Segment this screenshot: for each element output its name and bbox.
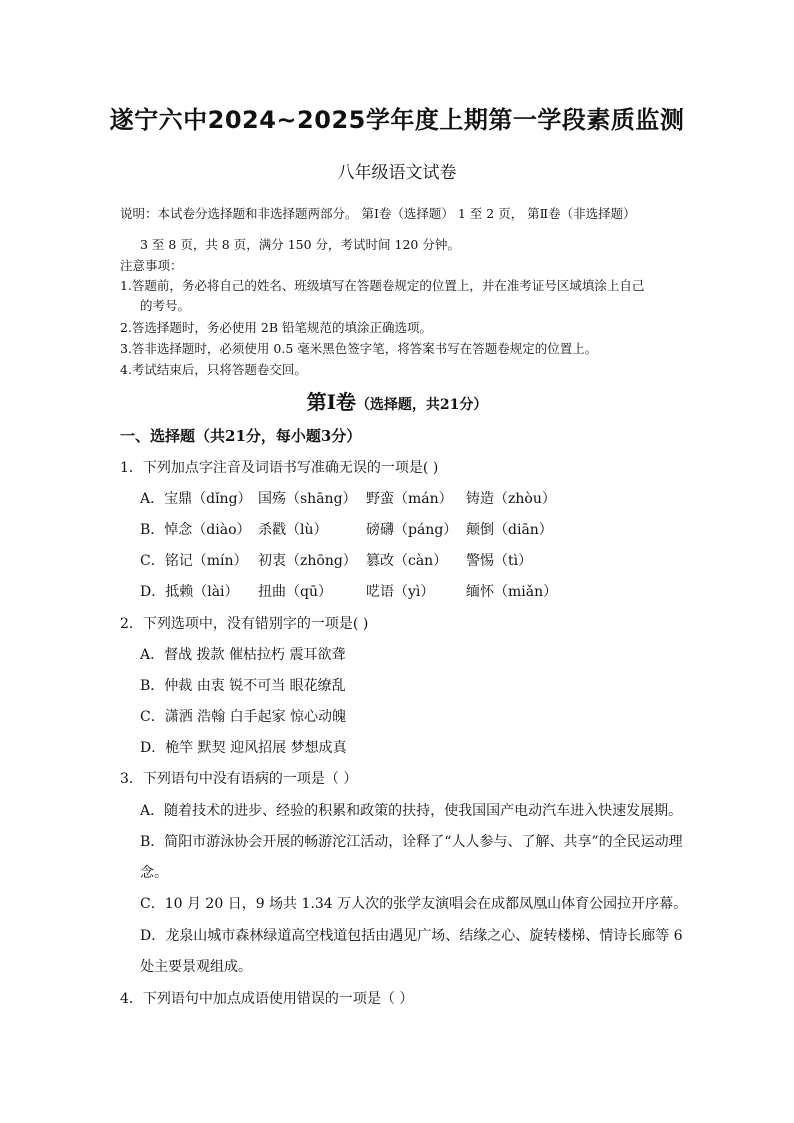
question-1-option-c (140, 550, 532, 570)
instructions-line-2: 3 至 8 页，共 8 页，满分 150 分，考试时间 120 分钟。 (140, 237, 460, 252)
question-2-option-d: D．桅竿 默契 迎风招展 梦想成真 (140, 740, 347, 756)
question-3-option-c: C．10 月 20 日，9 场共 1.34 万人次的张学友演唱会在成都凤凰山体育公园拉开序幕。 (140, 896, 688, 912)
option-term: 初衷（zhōng） (258, 553, 357, 569)
question-2-option-b: B．仲裁 由衷 锐不可当 眼花缭乱 (140, 678, 346, 694)
section-title-tail: （选择题，共21分） (355, 397, 488, 413)
option-term: B．悼念（diào） (140, 522, 251, 538)
option-term: D．抵赖（lài） (140, 584, 239, 600)
note-item: 2.答选择题时，务必使用 2B 铅笔规范的填涂正确选项。 (120, 320, 433, 335)
question-1-option-a (140, 488, 556, 508)
option-term: 野蛮（mán） (366, 491, 453, 507)
option-term: 颠倒（diān） (466, 522, 553, 538)
option-term: 扭曲（qū） (258, 584, 332, 600)
question-3-option-b: B．简阳市游泳协会开展的畅游沱江活动，诠释了“人人参与、了解、共享”的全民运动理 (140, 834, 683, 850)
question-2-option-a: A．督战 拨款 催枯拉朽 震耳欲聋 (140, 647, 346, 663)
question-2-option-c: C．潇洒 浩翰 白手起家 惊心动魄 (140, 709, 347, 725)
exam-title: 遂宁六中2024~2025学年度上期第一学段素质监测 (109, 106, 685, 134)
question-3-option-b-continued: 念。 (140, 865, 168, 881)
option-term: 杀戳（lù） (258, 522, 328, 538)
question-2-stem: 2．下列选项中，没有错别字的一项是( ) (120, 616, 369, 632)
part-title: 一、选择题（共21分，每小题3分） (120, 427, 362, 445)
option-term: 国殇（shāng） (258, 491, 357, 507)
section-title (0, 386, 794, 415)
question-4-stem: 4．下列语句中加点成语使用错误的一项是（ ） (120, 991, 414, 1007)
exam-subtitle: 八年级语文试卷 (337, 163, 457, 183)
option-term: A．宝鼎（dǐng） (140, 491, 252, 507)
question-3-option-d: D．龙泉山城市森林绿道高空栈道包括由遇见广场、结缘之心、旋转楼梯、情诗长廊等 6 (140, 928, 683, 944)
option-term: 呓语（yì） (366, 584, 435, 600)
notes-title: 注意事项： (120, 258, 183, 273)
question-1-stem: 1．下列加点字注音及词语书写准确无误的一项是( ) (120, 460, 439, 476)
option-term: 篡改（càn） (366, 553, 448, 569)
question-3-stem: 3．下列语句中没有语病的一项是（ ） (120, 771, 358, 787)
section-title-main: 第Ⅰ卷 (306, 390, 356, 414)
note-item: 4.考试结束后，只将答题卷交回。 (120, 362, 307, 377)
note-item-continued: 的考号。 (140, 298, 191, 313)
option-term: 警惕（tì） (466, 553, 533, 569)
question-3-option-d-continued: 处主要景观组成。 (140, 959, 252, 975)
note-item: 3.答非选择题时，必须使用 0.5 毫米黑色签字笔，将答案书写在答题卷规定的位置上。 (120, 341, 598, 356)
note-item: 1.答题前，务必将自己的姓名、班级填写在答题卷规定的位置上，并在准考证号区域填涂上自己 (120, 278, 645, 293)
option-term: 铸造（zhòu） (466, 491, 556, 507)
question-1-option-d (140, 581, 557, 601)
option-term: C．铭记（mín） (140, 553, 248, 569)
option-term: 磅礴（páng） (366, 522, 458, 538)
question-3-option-a: A．随着技术的进步、经验的积累和政策的扶持，使我国国产电动汽车进入快速发展期。 (140, 803, 683, 819)
instructions-line-1: 说明：本试卷分选择题和非选择题两部分。 第Ⅰ卷（选择题） 1 至 2 页， 第Ⅱ卷（非选择题） (120, 206, 636, 221)
option-term: 缅怀（miǎn） (466, 584, 558, 600)
question-1-option-b (140, 519, 553, 539)
